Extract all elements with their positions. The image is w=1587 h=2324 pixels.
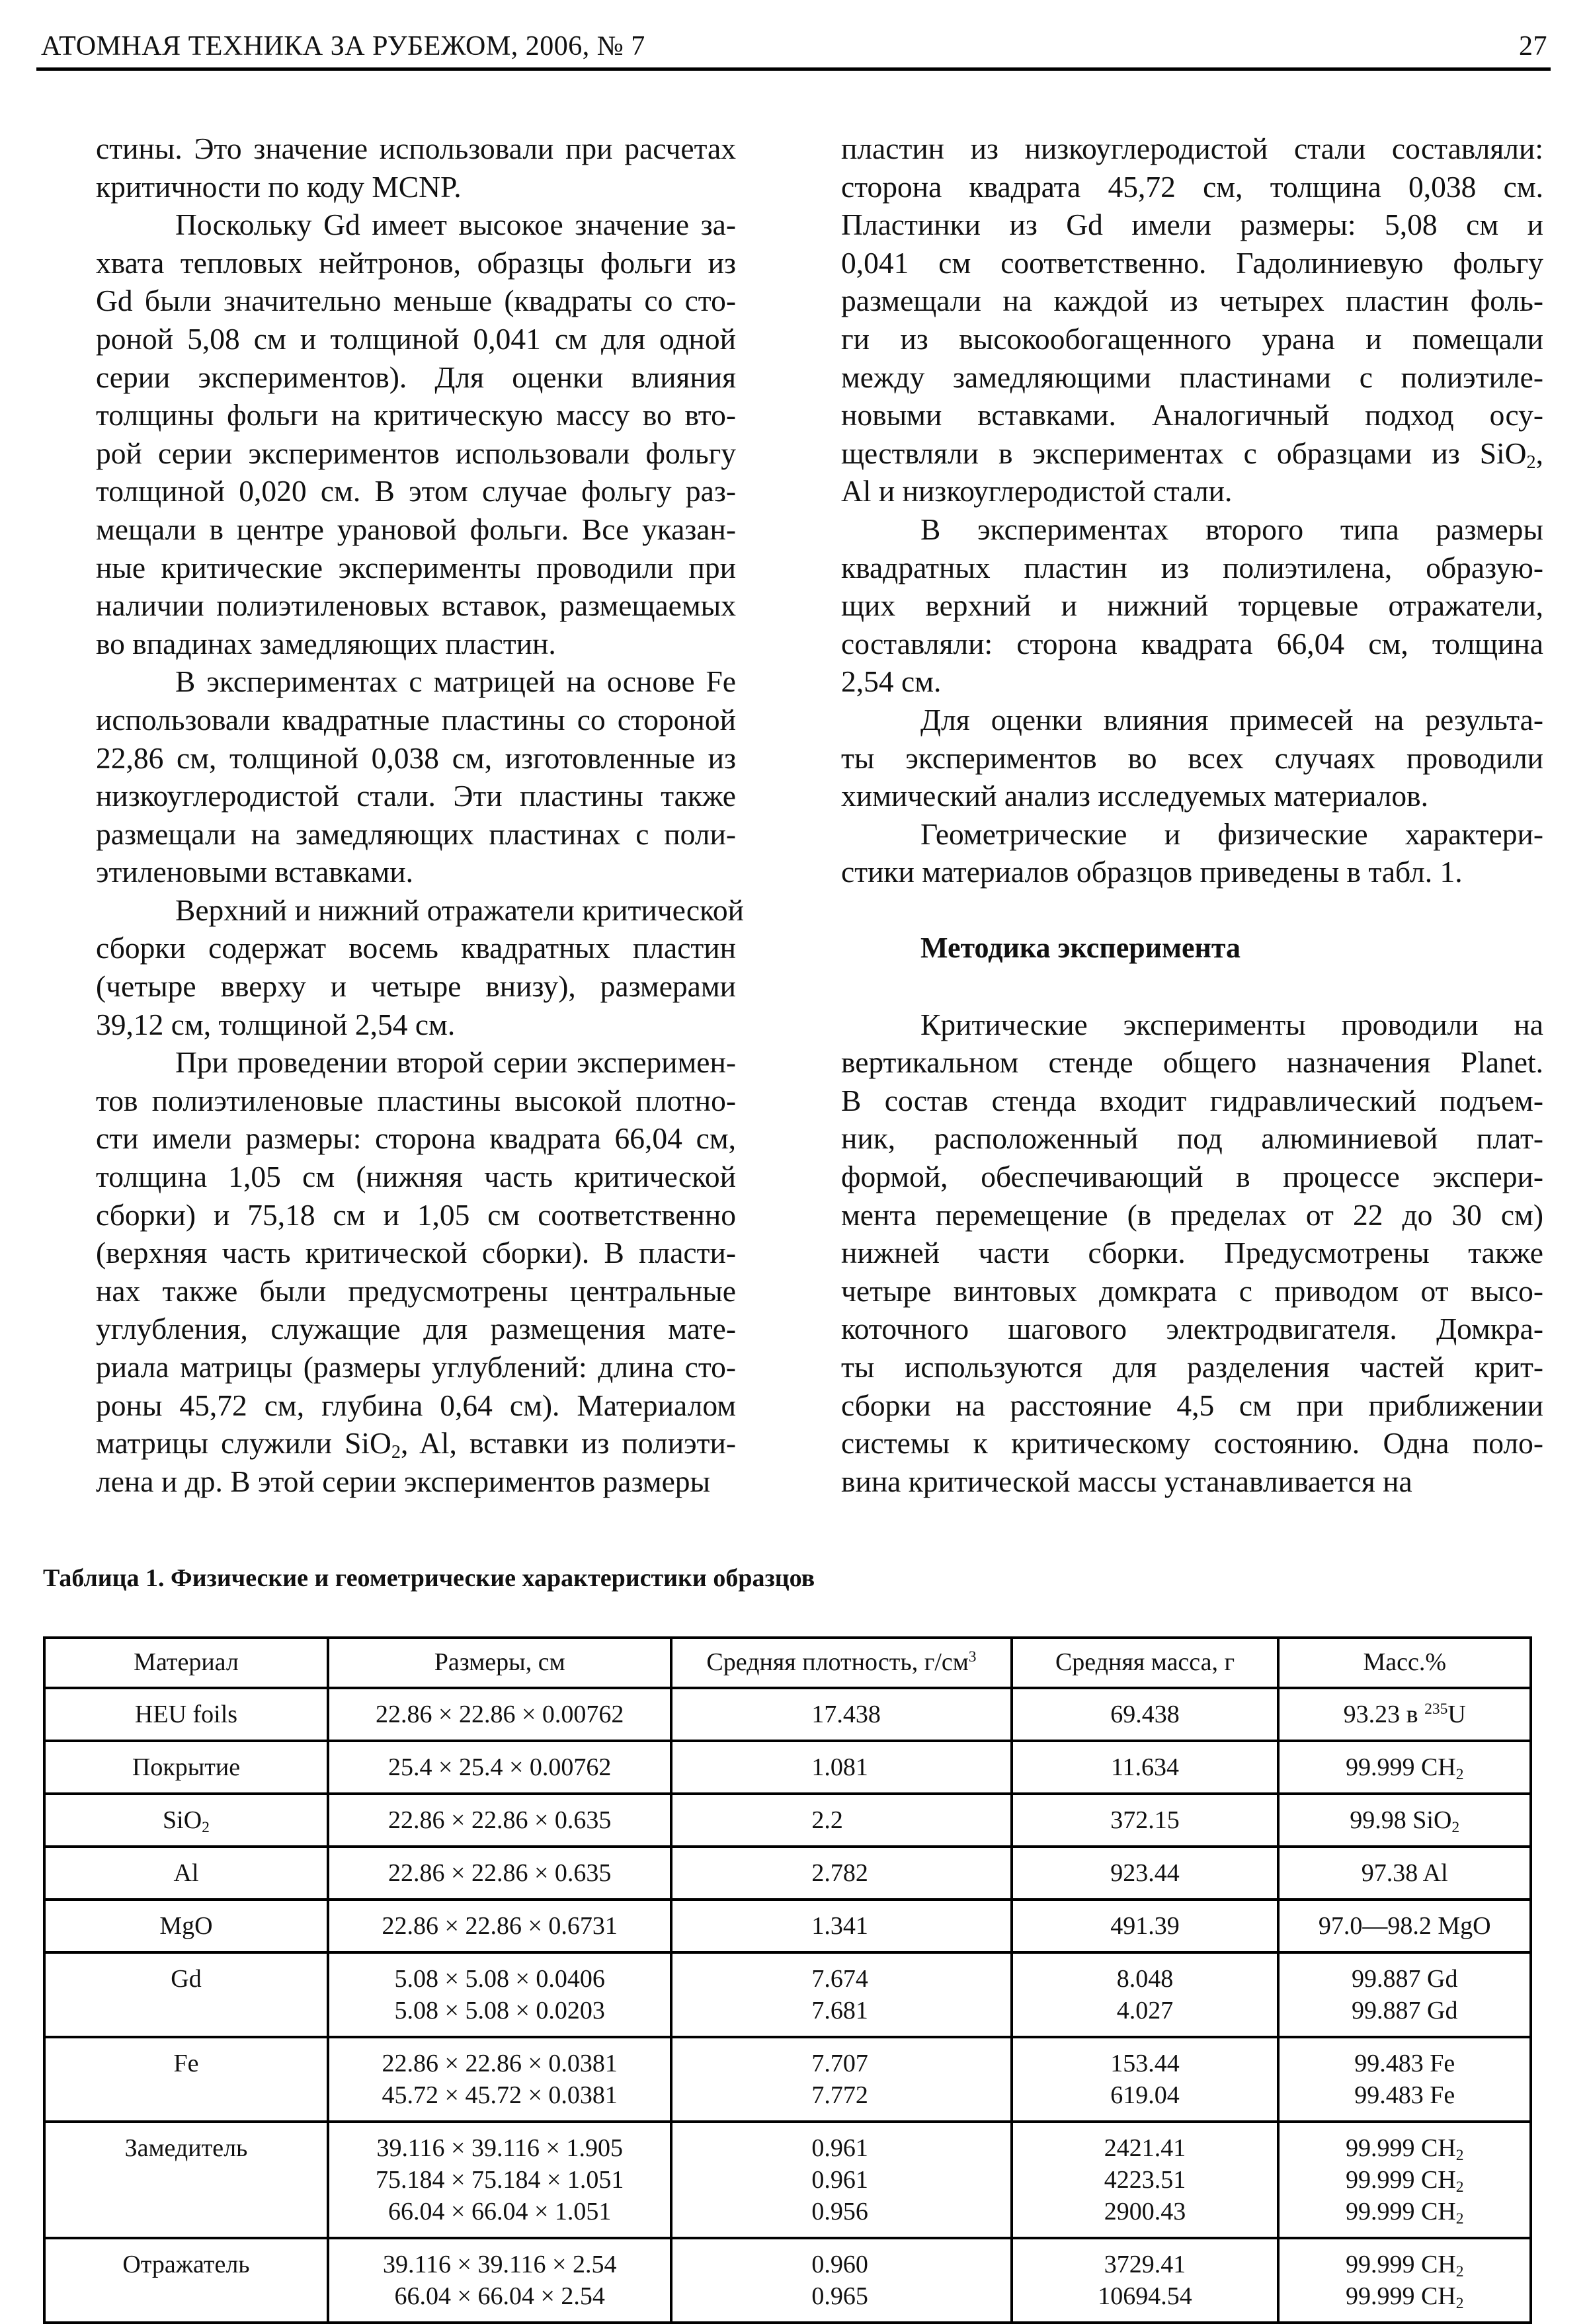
paragraph bbox=[96, 1043, 736, 1500]
table-caption: Таблица 1. Физические и геометрические характеристики образцов bbox=[43, 1564, 815, 1592]
sizes-cell bbox=[328, 1847, 671, 1900]
cell-value: 75.184 × 75.184 × 1.051 bbox=[376, 2166, 624, 2194]
cell-value: 7.681 bbox=[811, 1997, 868, 2024]
text-line: Верхний и нижний отражатели критической bbox=[175, 893, 744, 927]
text-line: критичности по коду MCNP. bbox=[96, 169, 462, 204]
text-line: мента перемещение (в пределах от 22 до 30 см) bbox=[841, 1197, 1543, 1232]
cell-value: 1.081 bbox=[811, 1753, 868, 1781]
cell-value: 0.956 bbox=[811, 2198, 868, 2225]
text-line: щих верхний и нижний торцевые отражатели, bbox=[841, 588, 1543, 623]
cell-value: 99.999 $CH_2$ bbox=[1345, 1753, 1464, 1783]
text-line: Для оценки влияния примесей на результа- bbox=[920, 702, 1543, 737]
cell-value: SiO$_2$ bbox=[163, 1806, 210, 1836]
text-line: вина критической массы устанавливается на bbox=[841, 1464, 1412, 1498]
text-line: коточного шагового электродвигателя. Домкра- bbox=[841, 1312, 1543, 1346]
table-row bbox=[44, 2122, 1531, 2238]
text-line: рой серии экспериментов использовали фольгу bbox=[96, 436, 736, 470]
cell-value: 7.772 bbox=[811, 2081, 868, 2109]
material-cell bbox=[44, 2122, 328, 2238]
cell-value: 2900.43 bbox=[1104, 2198, 1186, 2225]
text-line: размещали на замедляющих пластинах с поли- bbox=[96, 817, 736, 851]
text-line: В состав стенда входит гидравлический подъем- bbox=[841, 1083, 1543, 1117]
cell-value: Gd bbox=[171, 1965, 202, 1993]
text-line: формой, обеспечивающий в процессе экспери- bbox=[841, 1160, 1543, 1194]
cell-value: 0.961 bbox=[811, 2166, 868, 2194]
text-line: лена и др. В этой серии экспериментов размеры bbox=[96, 1464, 711, 1498]
cell-value: 5.08 × 5.08 × 0.0203 bbox=[394, 1997, 605, 2024]
cell-value: 4.027 bbox=[1116, 1997, 1174, 2024]
samples-table bbox=[43, 1636, 1532, 2324]
text-line: (четыре вверху и четыре внизу), размерами bbox=[96, 969, 736, 1004]
cell-value: 619.04 bbox=[1110, 2081, 1180, 2109]
cell-value: 22.86 × 22.86 × 0.635 bbox=[388, 1806, 612, 1834]
mass-percent-cell bbox=[1278, 1952, 1531, 2037]
text-line: толщины фольги на критическую массу во вто- bbox=[96, 398, 736, 432]
cell-value: 99.999 $CH_2$ bbox=[1345, 2282, 1464, 2312]
mass-percent-cell bbox=[1278, 2238, 1531, 2323]
text-line: сборки) и 75,18 см и 1,05 см соответственно bbox=[96, 1197, 736, 1232]
paragraph bbox=[96, 206, 736, 662]
section-heading: Методика эксперимента bbox=[920, 932, 1241, 965]
density-cell bbox=[671, 1794, 1011, 1847]
text-line: этиленовыми вставками. bbox=[96, 855, 413, 889]
text-line: ты используются для разделения частей крит- bbox=[841, 1350, 1543, 1384]
text-line: Критические эксперименты проводили на bbox=[920, 1007, 1543, 1041]
text-line: серии экспериментов). Для оценки влияния bbox=[96, 360, 736, 394]
cell-value: 372.15 bbox=[1110, 1806, 1180, 1834]
material-cell bbox=[44, 2238, 328, 2323]
mass-cell bbox=[1012, 1952, 1279, 2037]
cell-value: Замедитель bbox=[124, 2134, 248, 2162]
cell-value: 153.44 bbox=[1110, 2050, 1180, 2077]
density-cell bbox=[671, 1688, 1011, 1741]
sizes-cell bbox=[328, 1952, 671, 2037]
density-cell bbox=[671, 2122, 1011, 2238]
text-line: 2,54 см. bbox=[841, 664, 942, 699]
text-line: роны 45,72 см, глубина 0,64 см). Материалом bbox=[96, 1388, 736, 1422]
text-line: матрицы служили SiO$_2$, Al, вставки из полиэти- bbox=[96, 1426, 736, 1463]
cell-value: 5.08 × 5.08 × 0.0406 bbox=[394, 1965, 605, 1993]
text-line: стины. Это значение использовали при расчетах bbox=[96, 132, 736, 165]
density-cell bbox=[671, 1741, 1011, 1794]
left-text-column bbox=[96, 130, 744, 1500]
text-line: составляли: сторона квадрата 66,04 см, толщина bbox=[841, 626, 1543, 661]
cell-value: Отражатель bbox=[122, 2251, 250, 2278]
density-cell bbox=[671, 2037, 1011, 2122]
column-header: Материал bbox=[44, 1638, 328, 1688]
text-line: толщина 1,05 см (нижняя часть критической bbox=[96, 1160, 736, 1194]
mass-cell bbox=[1012, 2238, 1279, 2323]
text-line: мещали в центре урановой фольги. Все указан- bbox=[96, 512, 736, 546]
right-text-column bbox=[841, 130, 1543, 1500]
text-line: нах также были предусмотрены центральные bbox=[96, 1273, 736, 1308]
material-cell bbox=[44, 1741, 328, 1794]
cell-value: 1.341 bbox=[811, 1912, 868, 1940]
cell-value: 99.999 $CH_2$ bbox=[1345, 2166, 1464, 2196]
cell-value: 3729.41 bbox=[1104, 2251, 1186, 2278]
cell-value: 2.2 bbox=[811, 1806, 843, 1834]
spacer bbox=[841, 891, 1543, 930]
mass-percent-cell bbox=[1278, 1741, 1531, 1794]
cell-value: 69.438 bbox=[1110, 1701, 1180, 1728]
material-cell bbox=[44, 1847, 328, 1900]
text-line: Поскольку Gd имеет высокое значение за- bbox=[175, 208, 736, 242]
paragraph bbox=[96, 130, 736, 206]
journal-title: АТОМНАЯ ТЕХНИКА ЗА РУБЕЖОМ, 2006, № 7 bbox=[41, 31, 645, 61]
paragraph bbox=[96, 891, 744, 1043]
mass-percent-cell bbox=[1278, 2122, 1531, 2238]
paragraph bbox=[96, 662, 736, 891]
text-line: размещали на каждой из четырех пластин фоль- bbox=[841, 284, 1543, 318]
cell-value: 0.960 bbox=[811, 2251, 868, 2278]
material-cell bbox=[44, 1900, 328, 1952]
mass-cell bbox=[1012, 1688, 1279, 1741]
sizes-cell bbox=[328, 1741, 671, 1794]
density-cell bbox=[671, 1847, 1011, 1900]
text-line: 22,86 см, толщиной 0,038 см, изготовленные из bbox=[96, 741, 736, 775]
text-line: ществляли в экспериментах с образцами из SiO$_2$, bbox=[841, 436, 1543, 473]
mass-percent-cell bbox=[1278, 1688, 1531, 1741]
mass-cell bbox=[1012, 1794, 1279, 1847]
cell-value: 17.438 bbox=[811, 1701, 881, 1728]
paragraph bbox=[841, 510, 1543, 701]
table-row bbox=[44, 2238, 1531, 2323]
mass-percent-cell bbox=[1278, 1847, 1531, 1900]
density-cell bbox=[671, 2238, 1011, 2323]
text-line: системы к критическому состоянию. Одна поло- bbox=[841, 1426, 1543, 1461]
mass-percent-cell bbox=[1278, 2037, 1531, 2122]
paragraph bbox=[841, 130, 1543, 510]
text-line: ные критические эксперименты проводили при bbox=[96, 550, 736, 584]
material-cell bbox=[44, 1794, 328, 1847]
cell-value: 0.961 bbox=[811, 2134, 868, 2162]
text-line: риала матрицы (размеры углублений: длина сто- bbox=[96, 1350, 736, 1384]
mass-cell bbox=[1012, 2122, 1279, 2238]
cell-value: 22.86 × 22.86 × 0.00762 bbox=[376, 1701, 624, 1728]
text-line: использовали квадратные пластины со стороной bbox=[96, 702, 736, 737]
cell-value: 99.98 SiO$_2$ bbox=[1350, 1806, 1460, 1836]
text-line: 0,041 см соответственно. Гадолиниевую фольгу bbox=[841, 245, 1543, 280]
cell-value: Покрытие bbox=[132, 1753, 241, 1781]
table-row bbox=[44, 1688, 1531, 1741]
cell-value: 99.887 Gd bbox=[1352, 1965, 1458, 1993]
cell-value: 4223.51 bbox=[1104, 2166, 1186, 2194]
cell-value: 66.04 × 66.04 × 1.051 bbox=[388, 2198, 612, 2225]
cell-value: 97.0—98.2 MgO bbox=[1318, 1912, 1491, 1940]
sizes-cell bbox=[328, 1900, 671, 1952]
text-line: квадратных пластин из полиэтилена, образую- bbox=[841, 550, 1543, 584]
page-number: 27 bbox=[1519, 31, 1547, 61]
text-line: (верхняя часть критической сборки). В пласти- bbox=[96, 1236, 736, 1270]
mass-cell bbox=[1012, 1741, 1279, 1794]
table-header-row bbox=[44, 1638, 1531, 1688]
cell-value: 39.116 × 39.116 × 2.54 bbox=[382, 2251, 617, 2278]
cell-value: 99.483 Fe bbox=[1354, 2050, 1455, 2077]
cell-value: 39.116 × 39.116 × 1.905 bbox=[376, 2134, 623, 2162]
text-line: пластин из низкоуглеродистой стали составляли: bbox=[841, 132, 1543, 165]
spacer bbox=[841, 967, 1543, 1006]
column-header: Масс.% bbox=[1278, 1638, 1531, 1688]
text-line: Пластинки из Gd имели размеры: 5,08 см и bbox=[841, 208, 1543, 242]
mass-cell bbox=[1012, 1847, 1279, 1900]
text-line: низкоуглеродистой стали. Эти пластины также bbox=[96, 779, 736, 813]
running-header bbox=[41, 26, 1547, 66]
mass-percent-cell bbox=[1278, 1794, 1531, 1847]
cell-value: 45.72 × 45.72 × 0.0381 bbox=[382, 2081, 618, 2109]
paragraph bbox=[841, 1006, 1543, 1501]
text-line: наличии полиэтиленовых вставок, размещаемых bbox=[96, 588, 736, 623]
mass-cell bbox=[1012, 1900, 1279, 1952]
text-line: химический анализ исследуемых материалов. bbox=[841, 779, 1428, 813]
table-row bbox=[44, 1847, 1531, 1900]
cell-value: HEU foils bbox=[134, 1701, 238, 1728]
sizes-cell bbox=[328, 2122, 671, 2238]
column-header: Средняя плотность, $г/см^3$ bbox=[671, 1638, 1011, 1688]
paragraph bbox=[841, 701, 1543, 815]
text-line: новыми вставками. Аналогичный подход осу- bbox=[841, 398, 1543, 432]
cell-value: 2421.41 bbox=[1104, 2134, 1186, 2162]
text-line: толщиной 0,020 см. В этом случае фольгу раз- bbox=[96, 474, 736, 508]
cell-value: Fe bbox=[173, 2050, 199, 2077]
paragraph bbox=[841, 815, 1543, 891]
text-line: При проведении второй серии эксперимен- bbox=[175, 1045, 736, 1080]
text-line: во впадинах замедляющих пластин. bbox=[96, 626, 556, 661]
cell-value: 0.965 bbox=[811, 2282, 868, 2310]
text-line: ты экспериментов во всех случаях проводили bbox=[841, 741, 1543, 775]
text-line: сти имели размеры: сторона квадрата 66,04 см, bbox=[96, 1121, 736, 1156]
cell-value: 22.86 × 22.86 × 0.0381 bbox=[382, 2050, 618, 2077]
cell-value: 8.048 bbox=[1116, 1965, 1174, 1993]
text-line: четыре винтовых домкрата с приводом от высо- bbox=[841, 1273, 1543, 1308]
table-row bbox=[44, 1952, 1531, 2037]
cell-value: 99.999 $CH_2$ bbox=[1345, 2198, 1464, 2227]
cell-value: Al bbox=[173, 1859, 199, 1887]
cell-value: 491.39 bbox=[1110, 1912, 1180, 1940]
mass-percent-cell bbox=[1278, 1900, 1531, 1952]
cell-value: 923.44 bbox=[1110, 1859, 1180, 1887]
material-cell bbox=[44, 1952, 328, 2037]
cell-value: 7.674 bbox=[811, 1965, 868, 1993]
cell-value: 99.999 $CH_2$ bbox=[1345, 2251, 1464, 2280]
header-rule bbox=[36, 67, 1551, 71]
text-line: роной 5,08 см и толщиной 0,041 см для одной bbox=[96, 321, 736, 356]
text-line: углубления, служащие для размещения мате- bbox=[96, 1312, 736, 1346]
text-line: стики материалов образцов приведены в табл. 1. bbox=[841, 855, 1463, 889]
density-cell bbox=[671, 1900, 1011, 1952]
sizes-cell bbox=[328, 2037, 671, 2122]
text-line: В экспериментах с матрицей на основе Fe bbox=[175, 664, 736, 699]
text-line: ги из высокообогащенного урана и помещали bbox=[841, 321, 1543, 356]
cell-value: 22.86 × 22.86 × 0.635 bbox=[388, 1859, 612, 1887]
text-line: между замедляющими пластинами с полиэтиле- bbox=[841, 360, 1543, 394]
column-header: Средняя масса, г bbox=[1012, 1638, 1279, 1688]
cell-value: 11.634 bbox=[1110, 1753, 1180, 1781]
sizes-cell bbox=[328, 2238, 671, 2323]
text-line: тов полиэтиленовые пластины высокой плотно- bbox=[96, 1083, 736, 1117]
text-line: Gd были значительно меньше (квадраты со сто- bbox=[96, 284, 736, 318]
mass-cell bbox=[1012, 2037, 1279, 2122]
sizes-cell bbox=[328, 1688, 671, 1741]
cell-value: 93.23 в $^{235}$U bbox=[1343, 1701, 1466, 1728]
cell-value: 22.86 × 22.86 × 0.6731 bbox=[382, 1912, 618, 1940]
text-line: Al и низкоуглеродистой стали. bbox=[841, 474, 1233, 508]
text-line: 39,12 см, толщиной 2,54 см. bbox=[96, 1007, 456, 1041]
cell-value: 10694.54 bbox=[1098, 2282, 1192, 2310]
cell-value: 99.483 Fe bbox=[1354, 2081, 1455, 2109]
cell-value: 7.707 bbox=[811, 2050, 868, 2077]
text-line: вертикальном стенде общего назначения Planet. bbox=[841, 1045, 1543, 1080]
text-line: сборки на расстояние 4,5 см при приближении bbox=[841, 1388, 1543, 1422]
material-cell bbox=[44, 2037, 328, 2122]
cell-value: 99.999 $CH_2$ bbox=[1345, 2134, 1464, 2164]
table-row bbox=[44, 2037, 1531, 2122]
cell-value: 99.887 Gd bbox=[1352, 1997, 1458, 2024]
density-cell bbox=[671, 1952, 1011, 2037]
text-line: ник, расположенный под алюминиевой плат- bbox=[841, 1121, 1543, 1156]
table-row bbox=[44, 1741, 1531, 1794]
cell-value: MgO bbox=[159, 1912, 213, 1940]
table-body bbox=[44, 1688, 1531, 2323]
text-line: сборки содержат восемь квадратных пластин bbox=[96, 931, 736, 965]
material-cell bbox=[44, 1688, 328, 1741]
text-line: Геометрические и физические характери- bbox=[920, 817, 1543, 851]
column-header: Размеры, см bbox=[328, 1638, 671, 1688]
text-line: нижней части сборки. Предусмотрены также bbox=[841, 1236, 1543, 1270]
cell-value: 2.782 bbox=[811, 1859, 868, 1887]
table-row bbox=[44, 1794, 1531, 1847]
text-line: сторона квадрата 45,72 см, толщина 0,038 см. bbox=[841, 169, 1543, 204]
text-line: хвата тепловых нейтронов, образцы фольги из bbox=[96, 245, 736, 280]
table-row bbox=[44, 1900, 1531, 1952]
cell-value: 25.4 × 25.4 × 0.00762 bbox=[388, 1753, 612, 1781]
text-line: В экспериментах второго типа размеры bbox=[920, 512, 1543, 546]
cell-value: 97.38 Al bbox=[1361, 1859, 1448, 1887]
cell-value: 66.04 × 66.04 × 2.54 bbox=[394, 2282, 605, 2310]
sizes-cell bbox=[328, 1794, 671, 1847]
